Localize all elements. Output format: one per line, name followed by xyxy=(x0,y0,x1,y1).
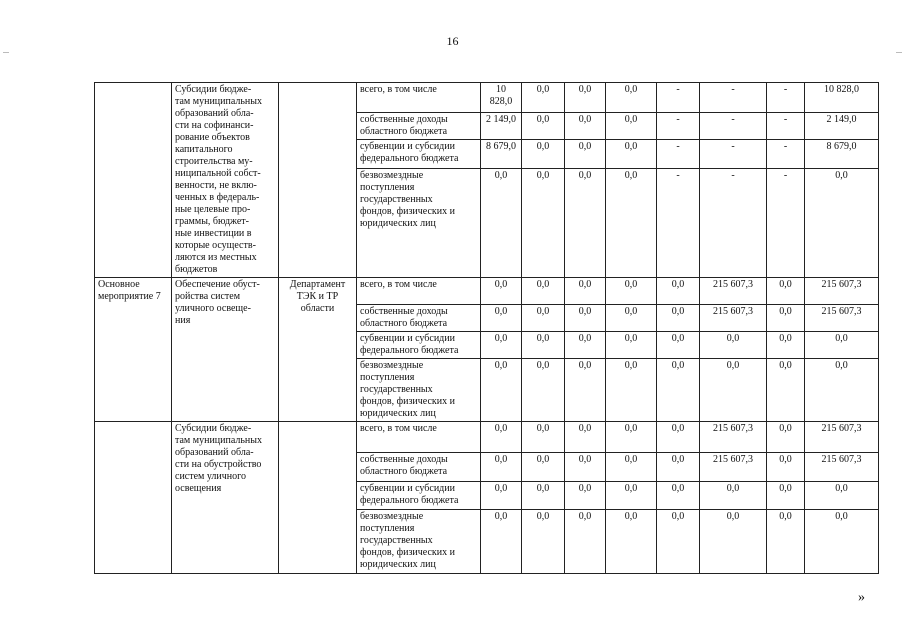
measure-label: Основное мероприятие 7 xyxy=(95,278,172,422)
amount-cell: 0,0 xyxy=(565,113,606,140)
amount-cell: 0,0 xyxy=(565,83,606,113)
funding-source: собственные доходы областного бюджета xyxy=(357,113,481,140)
amount-cell: 0,0 xyxy=(767,332,805,359)
amount-cell: 0,0 xyxy=(606,422,657,453)
amount-cell: 0,0 xyxy=(657,359,700,422)
amount-cell: - xyxy=(767,140,805,169)
amount-cell: 0,0 xyxy=(767,422,805,453)
amount-cell: 0,0 xyxy=(565,169,606,278)
executor xyxy=(279,83,357,278)
amount-cell: 0,0 xyxy=(522,510,565,574)
amount-cell: 0,0 xyxy=(657,510,700,574)
amount-cell: 8 679,0 xyxy=(481,140,522,169)
amount-cell: 215 607,3 xyxy=(700,278,767,305)
amount-cell: - xyxy=(700,169,767,278)
amount-cell: 0,0 xyxy=(481,510,522,574)
executor: Департамент ТЭК и ТР области xyxy=(279,278,357,422)
amount-cell: 215 607,3 xyxy=(805,422,879,453)
table-row xyxy=(95,278,879,305)
amount-cell: 0,0 xyxy=(805,332,879,359)
measure-label xyxy=(95,422,172,574)
amount-cell: 0,0 xyxy=(606,359,657,422)
amount-cell: 0,0 xyxy=(481,332,522,359)
amount-cell: - xyxy=(767,83,805,113)
measure-description: Субсидии бюдже- там муниципальных образований обла- сти на обустройство систем уличного освещения xyxy=(172,422,279,574)
amount-cell: 0,0 xyxy=(522,140,565,169)
amount-cell: 0,0 xyxy=(565,422,606,453)
executor xyxy=(279,422,357,574)
amount-cell: 0,0 xyxy=(657,332,700,359)
amount-cell: 215 607,3 xyxy=(700,453,767,482)
amount-cell: 0,0 xyxy=(606,453,657,482)
amount-cell: - xyxy=(657,169,700,278)
amount-cell: 0,0 xyxy=(606,83,657,113)
measure-label xyxy=(95,83,172,278)
amount-cell: 0,0 xyxy=(805,510,879,574)
amount-cell: 215 607,3 xyxy=(805,453,879,482)
amount-cell: 0,0 xyxy=(522,113,565,140)
page-number: 16 xyxy=(446,34,459,48)
funding-source: собственные доходы областного бюджета xyxy=(357,305,481,332)
measure-description: Субсидии бюдже- там муниципальных образований обла- сти на софинанси- рование объектов капитального строительства му- ниципальной собст- венности, не вклю- ченных в федераль- ные целевые про- граммы, бюджет- ные инвестиции в которые осуществ- ляются из местных бюджетов xyxy=(172,83,279,278)
amount-cell: 0,0 xyxy=(606,140,657,169)
amount-cell: - xyxy=(700,113,767,140)
amount-cell: 0,0 xyxy=(522,482,565,510)
amount-cell: 0,0 xyxy=(657,305,700,332)
amount-cell: 0,0 xyxy=(481,422,522,453)
amount-cell: 0,0 xyxy=(481,305,522,332)
amount-cell: 0,0 xyxy=(805,482,879,510)
amount-cell: 0,0 xyxy=(606,305,657,332)
amount-cell: 0,0 xyxy=(522,453,565,482)
amount-cell: 0,0 xyxy=(565,278,606,305)
amount-cell: 0,0 xyxy=(481,278,522,305)
amount-cell: 0,0 xyxy=(657,482,700,510)
amount-cell: 0,0 xyxy=(565,305,606,332)
amount-cell: 0,0 xyxy=(700,482,767,510)
amount-cell: 0,0 xyxy=(767,510,805,574)
closing-quote: » xyxy=(858,590,865,605)
amount-cell: 0,0 xyxy=(767,482,805,510)
amount-cell: 0,0 xyxy=(700,359,767,422)
amount-cell: 0,0 xyxy=(767,305,805,332)
amount-cell: 2 149,0 xyxy=(805,113,879,140)
measure-description: Обеспечение обуст- ройства систем уличного освеще- ния xyxy=(172,278,279,422)
amount-cell: - xyxy=(700,83,767,113)
amount-cell: - xyxy=(657,113,700,140)
amount-cell: 215 607,3 xyxy=(700,305,767,332)
amount-cell: 0,0 xyxy=(606,278,657,305)
table-row xyxy=(95,83,879,113)
funding-source: субвенции и субсидии федерального бюджета xyxy=(357,140,481,169)
amount-cell: 0,0 xyxy=(565,482,606,510)
amount-cell: 0,0 xyxy=(700,510,767,574)
amount-cell: 0,0 xyxy=(522,359,565,422)
amount-cell: - xyxy=(767,169,805,278)
amount-cell: 215 607,3 xyxy=(805,305,879,332)
amount-cell: 0,0 xyxy=(522,332,565,359)
amount-cell: 0,0 xyxy=(522,278,565,305)
amount-cell: 2 149,0 xyxy=(481,113,522,140)
funding-source: субвенции и субсидии федерального бюджета xyxy=(357,332,481,359)
amount-cell: - xyxy=(657,83,700,113)
amount-cell: 0,0 xyxy=(700,332,767,359)
funding-source: всего, в том числе xyxy=(357,83,481,113)
amount-cell: 0,0 xyxy=(565,359,606,422)
amount-cell: 0,0 xyxy=(522,305,565,332)
amount-cell: 0,0 xyxy=(522,422,565,453)
amount-cell: 0,0 xyxy=(767,278,805,305)
funding-source: безвозмездные поступления государственных фондов, физических и юридических лиц xyxy=(357,359,481,422)
funding-source: безвозмездные поступления государственных фондов, физических и юридических лиц xyxy=(357,169,481,278)
amount-cell: 0,0 xyxy=(481,482,522,510)
amount-cell: 0,0 xyxy=(522,83,565,113)
amount-cell: 0,0 xyxy=(606,113,657,140)
table-row xyxy=(95,422,879,453)
amount-cell: 0,0 xyxy=(606,510,657,574)
amount-cell: 0,0 xyxy=(481,169,522,278)
amount-cell: 215 607,3 xyxy=(700,422,767,453)
amount-cell: 0,0 xyxy=(657,278,700,305)
funding-source: всего, в том числе xyxy=(357,278,481,305)
amount-cell: 10 828,0 xyxy=(805,83,879,113)
funding-source: собственные доходы областного бюджета xyxy=(357,453,481,482)
funding-source: безвозмездные поступления государственных фондов, физических и юридических лиц xyxy=(357,510,481,574)
amount-cell: 0,0 xyxy=(606,169,657,278)
amount-cell: 0,0 xyxy=(565,453,606,482)
amount-cell: 0,0 xyxy=(657,422,700,453)
amount-cell: 0,0 xyxy=(657,453,700,482)
amount-cell: 0,0 xyxy=(767,453,805,482)
amount-cell: 0,0 xyxy=(481,359,522,422)
amount-cell: 215 607,3 xyxy=(805,278,879,305)
funding-source: субвенции и субсидии федерального бюджета xyxy=(357,482,481,510)
amount-cell: 0,0 xyxy=(565,332,606,359)
funding-source: всего, в том числе xyxy=(357,422,481,453)
amount-cell: 0,0 xyxy=(565,510,606,574)
amount-cell: 0,0 xyxy=(522,169,565,278)
margin-mark-right xyxy=(896,52,902,53)
amount-cell: - xyxy=(657,140,700,169)
amount-cell: 0,0 xyxy=(606,332,657,359)
amount-cell: 0,0 xyxy=(606,482,657,510)
amount-cell: 0,0 xyxy=(481,453,522,482)
budget-table xyxy=(94,82,879,574)
amount-cell: 0,0 xyxy=(805,359,879,422)
amount-cell: 8 679,0 xyxy=(805,140,879,169)
amount-cell: 10 828,0 xyxy=(481,83,522,113)
margin-mark-left xyxy=(3,52,9,53)
amount-cell: - xyxy=(767,113,805,140)
amount-cell: - xyxy=(700,140,767,169)
amount-cell: 0,0 xyxy=(805,169,879,278)
amount-cell: 0,0 xyxy=(565,140,606,169)
amount-cell: 0,0 xyxy=(767,359,805,422)
